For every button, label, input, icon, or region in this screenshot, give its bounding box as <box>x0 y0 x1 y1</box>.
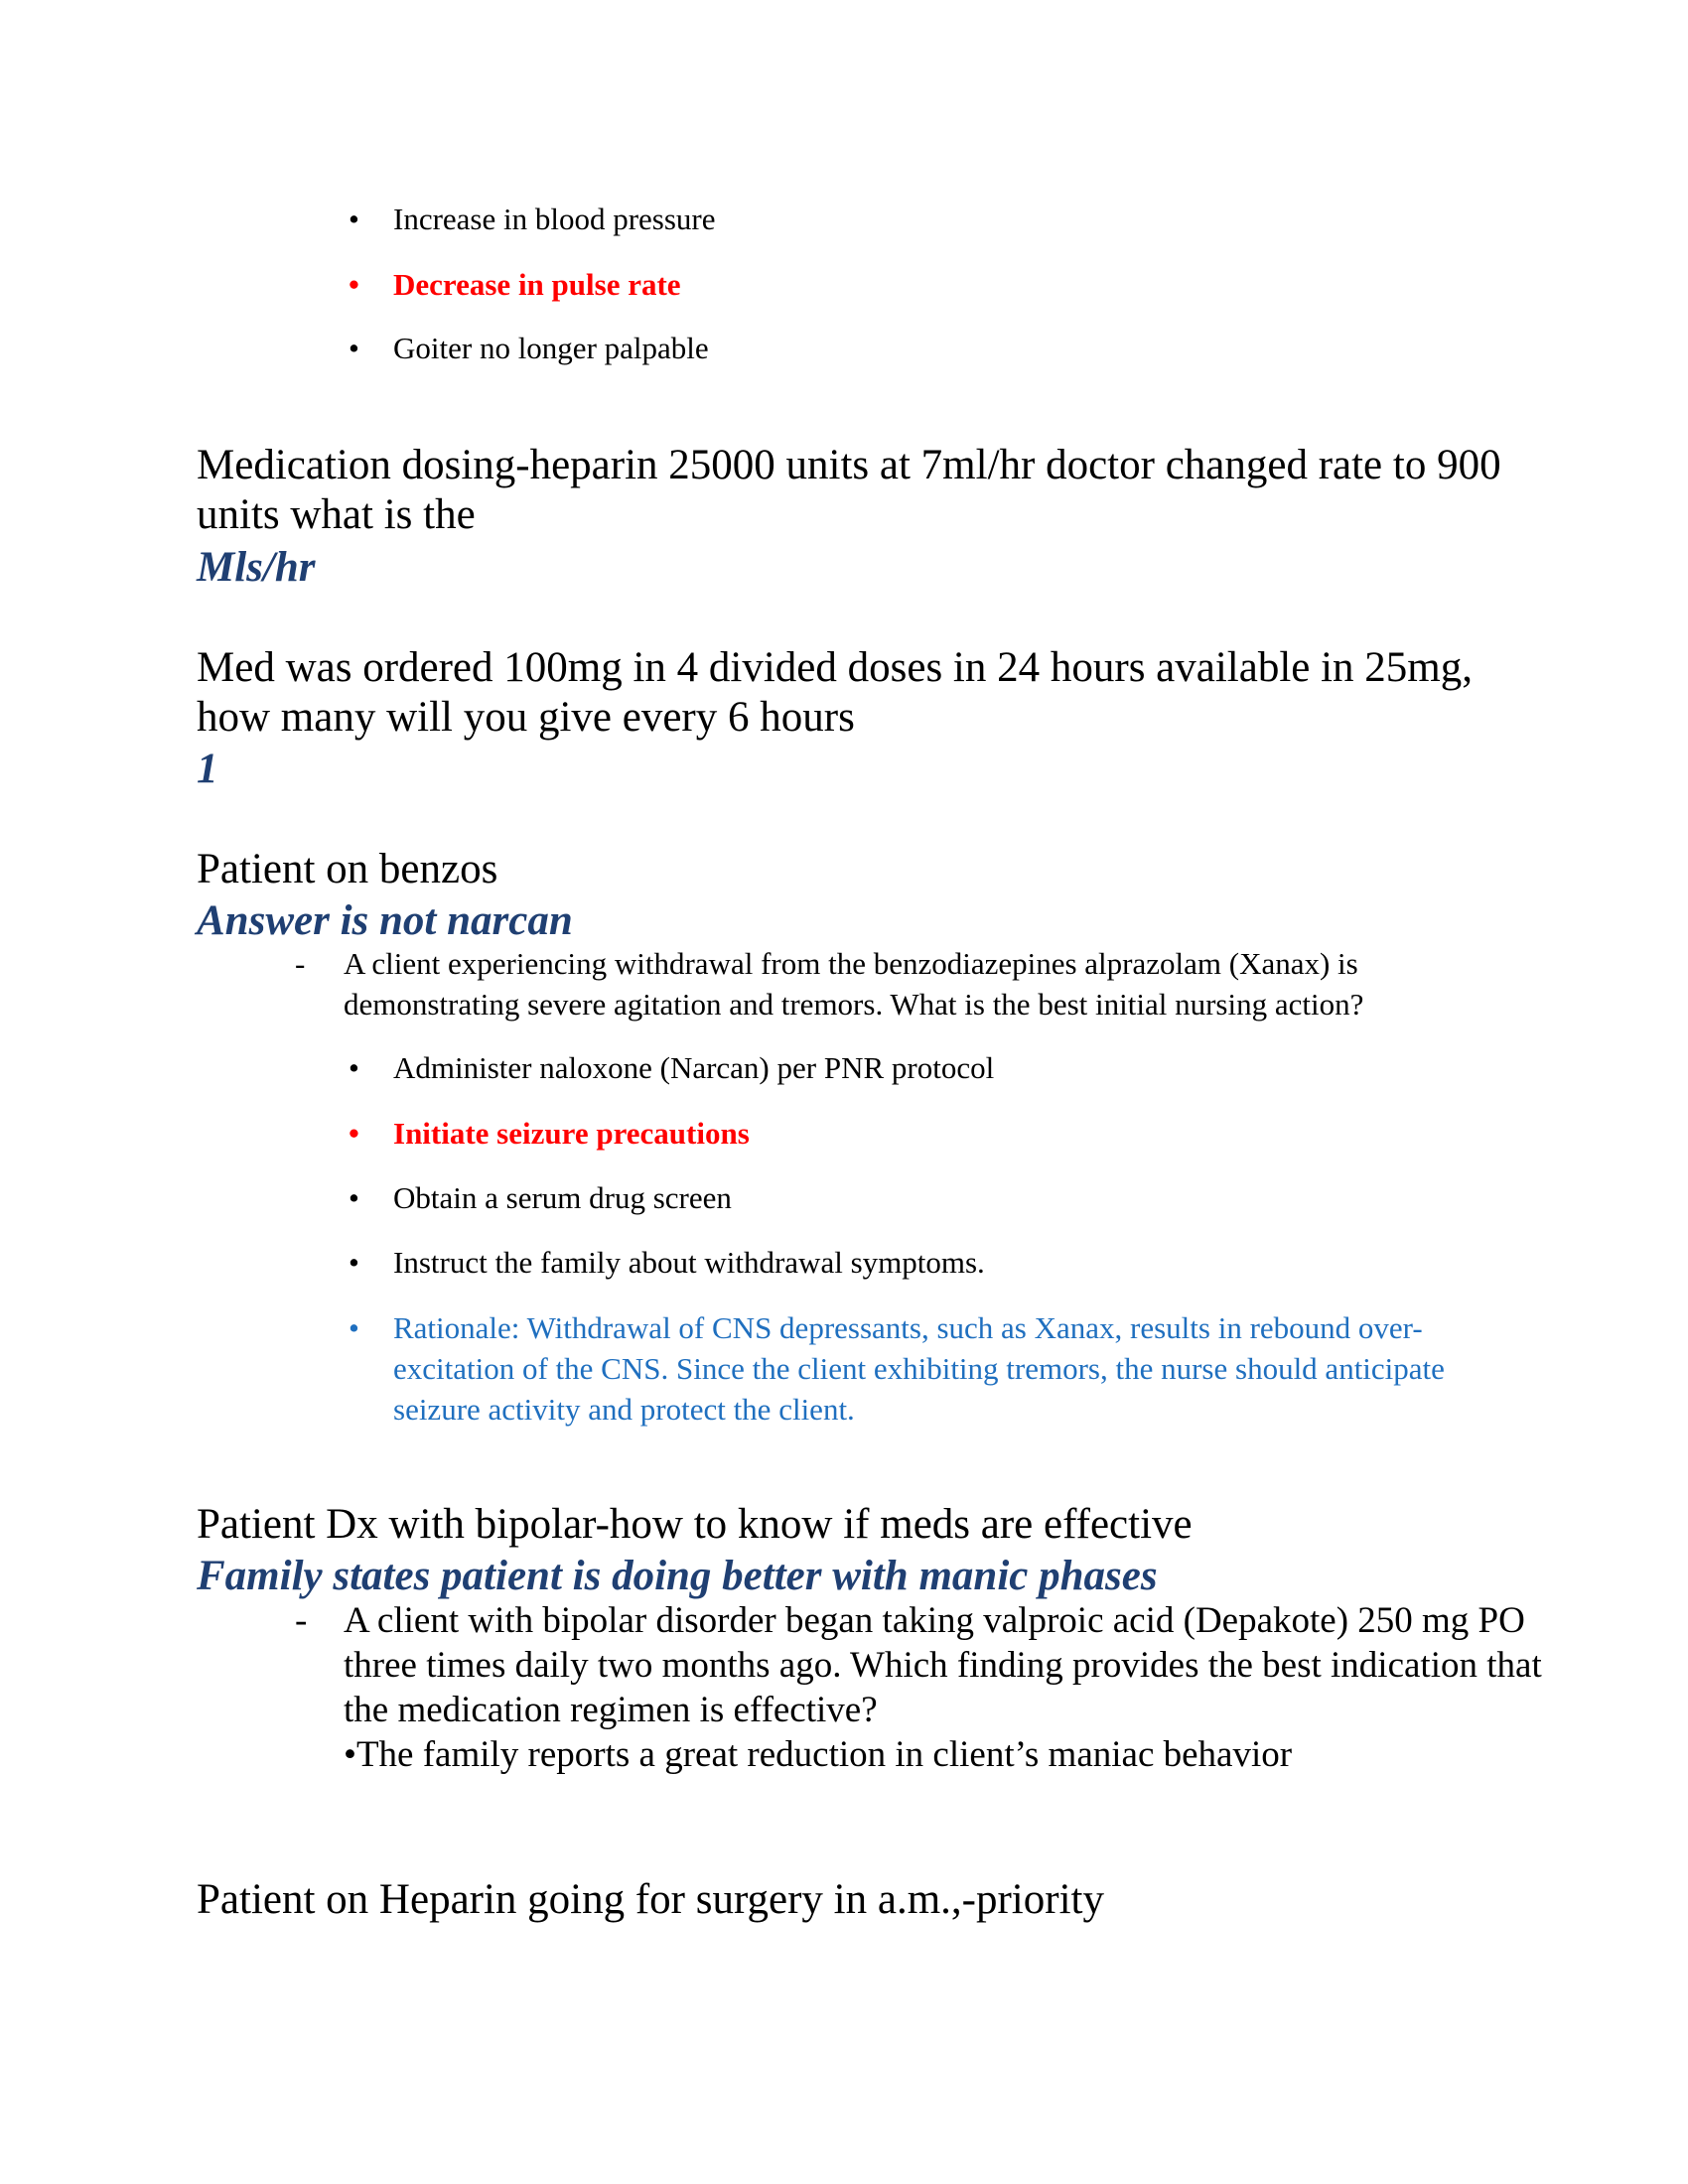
bullet-icon: • <box>349 1310 359 1345</box>
option-item <box>349 1242 1505 1307</box>
dash-marker: - <box>295 946 306 981</box>
sub-question-item <box>295 943 1466 1024</box>
answer-bipolar: Family states patient is doing better with manic phases <box>197 1553 1158 1599</box>
rationale-item <box>349 1307 1466 1430</box>
bullet-icon: • <box>349 331 359 365</box>
option-text: Initiate seizure precautions <box>393 1116 750 1151</box>
option-text: Administer naloxone (Narcan) per PNR protocol <box>393 1050 995 1085</box>
question-heparin-dosing: Medication dosing-heparin 25000 units at 7ml/hr doctor changed rate to 900 units what is the <box>197 442 1501 538</box>
rationale-text: Rationale: Withdrawal of CNS depressants, such as Xanax, results in rebound over-excitation of the CNS. Since the client exhibiting tremors, the nurse should anticipate seizure activity and protect the client. <box>393 1310 1445 1427</box>
bullet-icon: • <box>349 267 359 302</box>
sub-question-item <box>295 1598 1545 1777</box>
sub-question-text: A client with bipolar disorder began taking valproic acid (Depakote) 250 mg PO three times daily two months ago. Which finding provides the best indication that the medication regimen is effective? <box>344 1600 1542 1730</box>
option-item <box>349 328 1505 368</box>
bullet-icon: • <box>349 1180 359 1215</box>
option-text: Increase in blood pressure <box>393 202 716 236</box>
option-text: Obtain a serum drug screen <box>393 1180 732 1215</box>
option-item <box>349 199 1505 264</box>
option-item <box>349 1177 1505 1242</box>
question-benzos: Patient on benzos <box>197 846 498 892</box>
dash-marker: - <box>295 1600 308 1641</box>
question-divided-doses: Med was ordered 100mg in 4 divided doses in 24 hours available in 25mg, how many will you give every 6 hours <box>197 644 1474 741</box>
option-item-correct <box>349 1113 1505 1177</box>
answer-options-list-1 <box>349 199 1505 368</box>
option-text: Instruct the family about withdrawal symptoms. <box>393 1245 985 1280</box>
question-bipolar: Patient Dx with bipolar-how to know if meds are effective <box>197 1501 1193 1548</box>
answer-options-list-benzos <box>349 1047 1505 1430</box>
bullet-icon: • <box>349 1245 359 1280</box>
answer-divided-doses: 1 <box>197 746 218 792</box>
option-item-correct <box>349 264 1505 328</box>
option-text: Goiter no longer palpable <box>393 331 709 365</box>
bullet-icon: • <box>349 1050 359 1085</box>
bullet-icon: • <box>349 1116 359 1151</box>
sub-question-list-benzos <box>295 943 1466 1024</box>
answer-heparin-dosing: Mls/hr <box>197 544 316 591</box>
sub-question-list-bipolar <box>295 1598 1545 1777</box>
answer-benzos: Answer is not narcan <box>197 897 573 944</box>
option-item <box>349 1047 1505 1113</box>
sub-answer-text: •The family reports a great reduction in client’s maniac behavior <box>344 1734 1293 1775</box>
option-text: Decrease in pulse rate <box>393 267 681 302</box>
bullet-icon: • <box>349 202 359 236</box>
sub-question-text: A client experiencing withdrawal from the benzodiazepines alprazolam (Xanax) is demonstrating severe agitation and tremors. What is the best initial nursing action? <box>344 946 1364 1022</box>
question-heparin-surgery: Patient on Heparin going for surgery in a.m.,-priority <box>197 1876 1104 1923</box>
